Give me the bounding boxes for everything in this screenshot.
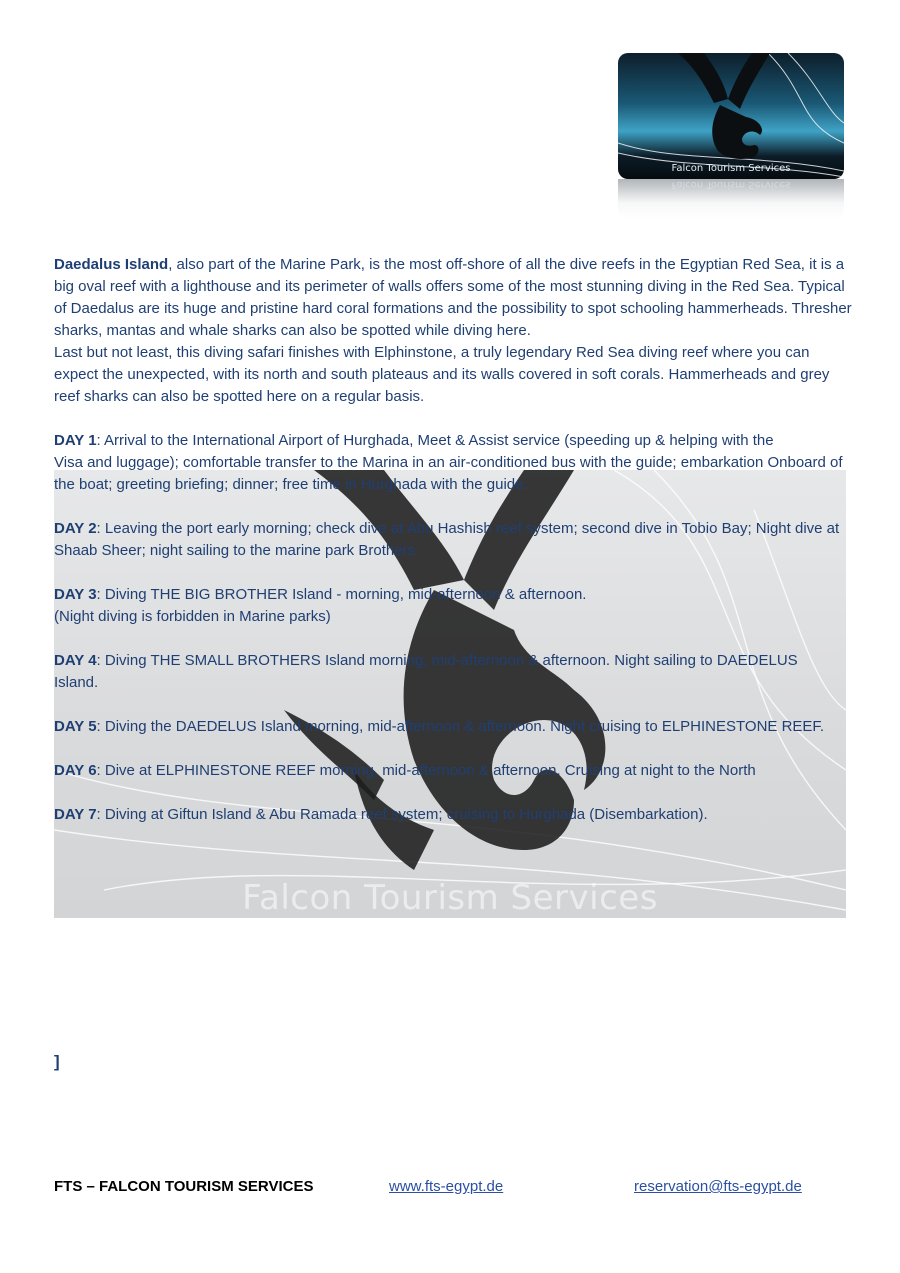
page-footer [54, 1178, 854, 1202]
day-3-label: DAY 3 [54, 586, 97, 603]
day-1-label: DAY 1 [54, 432, 97, 449]
falcon-logo-icon [618, 53, 844, 179]
day-2-label: DAY 2 [54, 520, 97, 537]
footer-email-link[interactable]: reservation@fts-egypt.de [634, 1178, 802, 1195]
company-logo [618, 53, 844, 218]
day-3-line-2: (Night diving is forbidden in Marine parks) [54, 608, 331, 625]
itinerary-text [54, 254, 854, 826]
day-6-line-1: DAY 6: Dive at ELPHINESTONE REEF morning, mid-afternoon & afternoon. Cruising at night to the North [54, 762, 756, 779]
day-7-line-1: DAY 7: Diving at Giftun Island & Abu Ramada reef system; cruising to Hurghada (Disembarkation). [54, 806, 708, 823]
day-4-line-1: DAY 4: Diving THE SMALL BROTHERS Island morning, mid-afternoon & afternoon. Night sailing to DAEDELUS [54, 652, 798, 669]
intro-text-1: , also part of the Marine Park, is the most off-shore of all the dive reefs in the Egyptian Red Sea, it is a big oval reef with a lighthouse and its perimeter of walls offers some of the most stunning diving in the Red Sea. Typical of Daedalus are its huge and pristine hard coral formations and the possibility to spot schooling hammerheads. Thresher sharks, mantas and whale sharks can also be spotted while diving here. [54, 256, 852, 339]
day-7-label: DAY 7 [54, 806, 97, 823]
logo-wordmark: Falcon Tourism Services [671, 163, 791, 174]
day-4-label: DAY 4 [54, 652, 97, 669]
intro-lead: Daedalus Island [54, 256, 169, 273]
day-3-line-1: DAY 3: Diving THE BIG BROTHER Island - morning, mid-afternoon & afternoon. [54, 586, 587, 603]
intro-paragraph-2: Last but not least, this diving safari finishes with Elphinstone, a truly legendary Red Sea diving reef where you can expect the unexpected, with its north and south plateaus and its walls covered in soft corals. Hammerheads and grey reef sharks can also be spotted here on a regular basis. [54, 344, 830, 405]
stray-bracket: ] [54, 1052, 60, 1071]
day-4-line-2: Island. [54, 674, 99, 691]
day-5-line-1: DAY 5: Diving the DAEDELUS Island morning, mid-afternoon & afternoon. Night cruising to ELPHINESTONE REEF. [54, 718, 825, 735]
logo-reflection-text: Falcon Tourism Services [671, 179, 791, 190]
day-1-line-1: DAY 1: Arrival to the International Airport of Hurghada, Meet & Assist service (speeding up & helping with the [54, 432, 774, 449]
footer-company: FTS – FALCON TOURISM SERVICES [54, 1178, 314, 1195]
day-2-line-1: DAY 2: Leaving the port early morning; check dive at Abu Hashish reef system; second dive in Tobio Bay; Night dive at Shaab Sheer; night sailing to the marine park Brothers [54, 520, 840, 559]
logo-reflection [618, 179, 844, 219]
day-1-line-2: Visa and luggage); comfortable transfer to the Marina in an air-conditioned bus with the guide; embarkation Onboard of the boat; greeting briefing; dinner; free time in Hurghada with the guide. [54, 454, 843, 493]
intro-paragraph-1 [54, 254, 854, 342]
footer-website-link[interactable]: www.fts-egypt.de [389, 1178, 504, 1195]
watermark-text: Falcon Tourism Services [242, 878, 658, 918]
logo-card [618, 53, 844, 179]
day-5-label: DAY 5 [54, 718, 97, 735]
day-6-label: DAY 6 [54, 762, 97, 779]
